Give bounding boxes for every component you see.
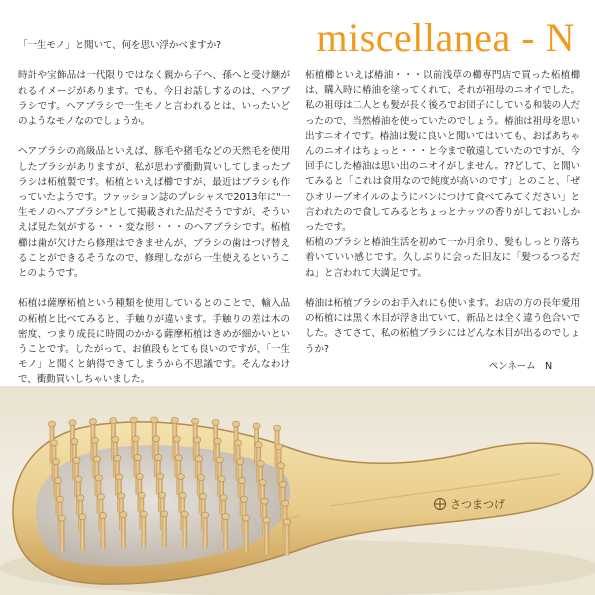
brush-pin-tip [173,436,180,442]
brush-pin-tip [140,511,147,517]
brush-pin-tip [110,418,117,424]
brush-pin-tip [50,440,57,446]
brush-pin-tip [71,438,78,444]
brush-pin-tip [97,494,104,500]
brush-pin-tip [79,514,86,520]
brush-pin [182,514,187,548]
brush-pin [203,515,208,549]
brush-pin-tip [242,515,249,521]
brush-pin-tip [136,473,143,479]
brush-pin-tip [56,496,63,502]
brush-pin-tip [212,419,219,425]
brush-pin-tip [175,455,182,461]
brush-pin-tip [157,473,164,479]
brush-pin-tip [54,477,61,483]
brush-pin-tip [181,511,188,517]
brush-pin [285,522,290,556]
brush-pin-tip [132,436,139,442]
paragraph-hairbrush: ヘアブラシの高級品といえば、豚毛や猪毛などの天然毛を使用したブラシがありますが、私が思わず衝動買いしてしまったブラシは柘植製です。柘植といえば櫛ですが、最近はブラシも作っていたようです。ファッション誌のプレシャスで2013年に"一生モノのヘアブラシ"として掲載された品だそうですが、そういえば見た気がする・・・変な形・・・のヘアブラシです。柘植櫛は歯が欠けたら修理はできませんが、ブラシの歯はつげ替えることができるそうなので、修理しながら一生使えるということのようです。 [18,146,290,280]
paragraph-one-month: 柘植のブラシと椿油生活を初めて一か月余り、髪もしっとり落ち着いていい感じです。久しぶりに会った旧友に「髪つるつるだね」と言われて大満足です。 [305,237,580,279]
brush-pin-tip [214,438,221,444]
brush-pin-tip [159,492,166,498]
brush-pin-tip [153,436,160,442]
brush-pin-tip [93,456,100,462]
brush-pin-tip [69,420,76,426]
brush-pin [264,520,269,554]
brush-pin-tip [95,475,102,481]
paragraph-camellia-oil: 柘植櫛といえば椿油・・・以前浅草の櫛専門店で買った柘植櫛は、購入時に椿油を塗ってくれて、それが祖母のニオイでした。私の祖母は二人とも髪が長く後ろでお団子にしている和装の人だったので、当然椿油を使っていたのでしょう。椿油は祖母を思い出すニオイです。椿油は髪に良いと聞いてはいても、おばあちゃんのニオイはちょっと・・・と今まで敬遠していたのですが、今回手にした椿油は思い出のニオイがしません。??どして、と聞いてみると「これは食用なので純度が高いのです」とのこと、「ぜひオリーブオイルのようにパンにつけて食べてみてください」と言われたので食してみるとちょっとナッツの香りがしておいしかったです。 [305,70,580,234]
brush-pin-tip [273,425,280,431]
brush-pin-tip [279,481,286,487]
brush-pin-tip [216,457,223,463]
brush-pin [162,514,167,548]
brush-pin [60,518,65,552]
brush-pin-tip [114,455,121,461]
brush-pin-tip [194,437,201,443]
right-article-column [305,68,580,374]
brush-pin-tip [240,496,247,502]
brush-pin-tip [261,498,268,504]
brush-pin-tip [161,511,168,517]
brush-pin [121,515,126,549]
brush-pin-tip [151,417,158,423]
brush-pin-tip [200,493,207,499]
brush-pin-tip [138,492,145,498]
brush-pin-tip [192,418,199,424]
brush-pin-tip [52,459,59,465]
brush-pin-tip [77,495,84,501]
brush-pin-tip [198,474,205,480]
pen-name-signature: ペンネーム N [488,360,552,372]
brush-pin-tip [99,512,106,518]
intro-question: 「一生モノ」と聞いて、何を思い浮かべますか? [18,40,221,51]
brush-pin-tip [177,474,184,480]
brush-pin-tip [73,457,80,463]
brush-pin-tip [232,421,239,427]
brush-pin-tip [255,442,262,448]
boxwood-hairbrush-illustration [0,386,595,595]
brush-pin-tip [75,476,82,482]
brush-pin-tip [218,476,225,482]
brush-pin-tip [134,455,141,461]
brush-pin-tip [116,474,123,480]
brush-pin-tip [275,444,282,450]
paragraph-heirloom: 時計や宝飾品は一代限りではなく親から子へ、孫へと受け継がれるイメージがあります。でも、今日お話しするのは、ヘアブラシです。ヘアブラシで一生モノと言われるとは、いったいどのようなモノなのでしょうか。 [18,70,290,127]
paragraph-care: 椿油は柘植ブラシのお手入れにも使います。お店の方の長年愛用の柘植には黒く木目が浮き出ていて、新品とは全く違う色合いでした。さてさて、私の柘植ブラシにはどんな木目が出るのでしょうか? [305,298,580,355]
brush-pin [80,517,85,551]
brush-pin-tip [196,456,203,462]
brush-pin-tip [253,423,260,429]
brush-pin [101,515,106,549]
brush-pin-tip [234,440,241,446]
brush-pin-tip [259,479,266,485]
brush-pin-tip [236,459,243,465]
brush-pin-tip [91,437,98,443]
brush-pin-tip [222,513,229,519]
brush-pin [244,518,249,552]
brush-pin-tip [48,421,55,427]
hairbrush-photo [0,386,595,595]
brand-stamp-text: さつまつげ [450,498,505,511]
brush-pin-tip [179,492,186,498]
brush-pin-tip [281,500,288,506]
brush-pin-tip [58,515,65,521]
brush-pin-tip [277,463,284,469]
brush-pin-tip [283,519,290,525]
brush-pin-tip [89,418,96,424]
paragraph-satsuma-boxwood: 柘植は薩摩柘植という種類を使用しているとのことで、輸入品の柘植と比べてみると、手触りが違います。手触りの差は木の密度、つまり成長に時間のかかる薩摩柘植はきめが細かいということです。したがって、お値段もとても良いのですが、「一生モノ」と聞くと納得できてしまうから不思議です。そんなわけで、衝動買いしちゃいました。 [18,298,290,386]
brush-pin-tip [202,512,209,518]
brush-pin-tip [171,417,178,423]
brush-pin-tip [130,417,137,423]
brush-pin-tip [220,495,227,501]
brush-pin [223,516,228,550]
brush-pin-tip [238,477,245,483]
brush-pin [141,514,146,548]
brush-pin-tip [112,436,119,442]
brush-pin-tip [257,461,264,467]
brush-pin-tip [118,493,125,499]
left-article-column [18,38,290,403]
brush-pin-tip [155,454,162,460]
brush-pin-tip [120,512,127,518]
brush-pin-tip [263,517,270,523]
page-title: miscellanea - N [316,15,575,60]
